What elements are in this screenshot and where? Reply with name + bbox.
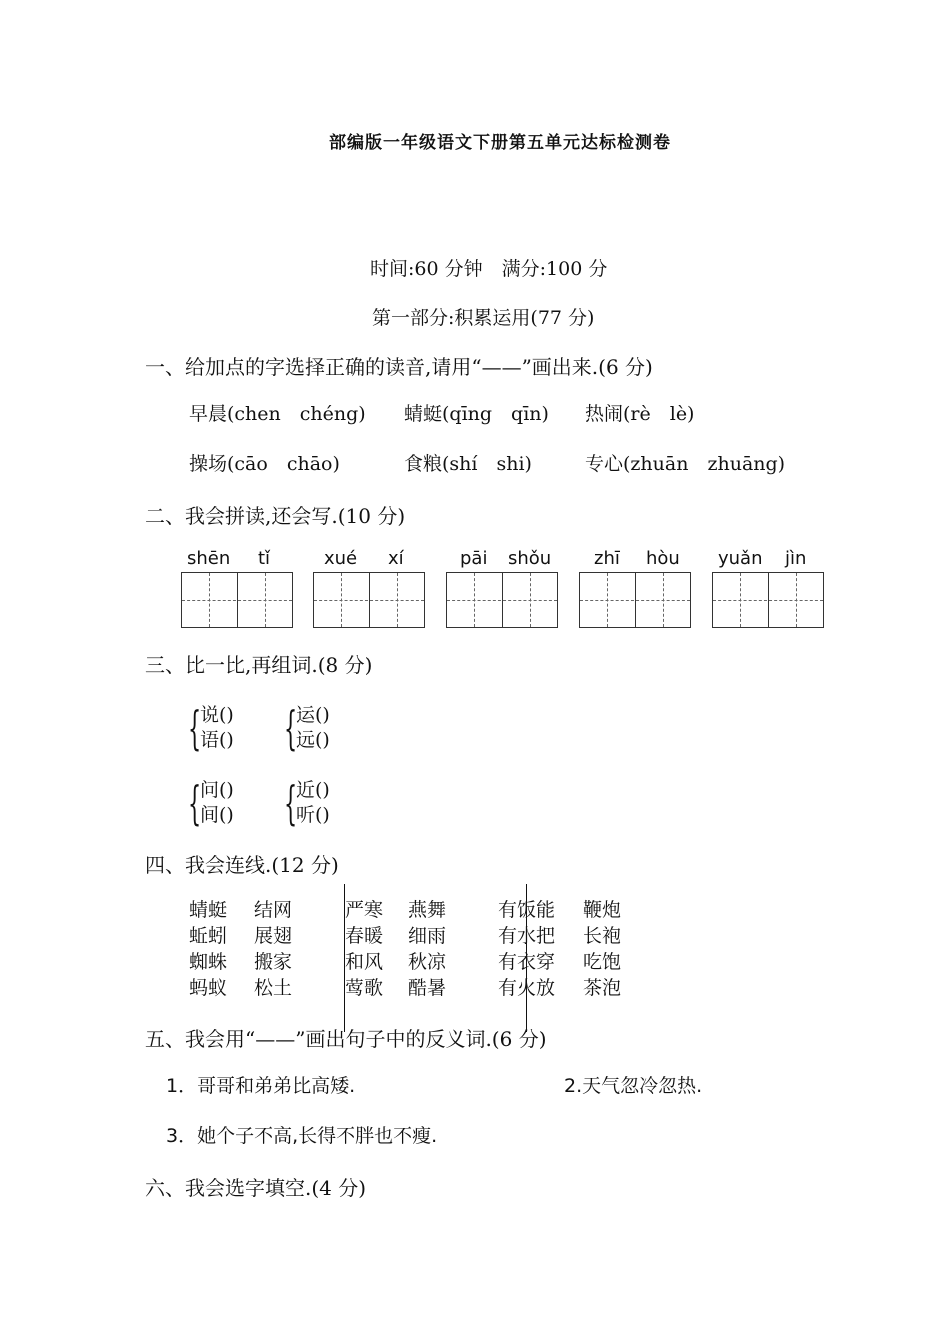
q1-item: 专心(zhuān zhuāng) [585,453,786,475]
q1-heading: 一、给加点的字选择正确的读音,请用“——”画出来.(6 分) [145,355,653,379]
pinyin: xué [324,548,358,569]
word-blank[interactable]: 远() [296,729,330,751]
match-item[interactable]: 燕舞 [408,899,447,921]
word-blank[interactable]: 间() [200,804,234,826]
word-blank[interactable]: 说() [200,704,234,726]
writing-grid[interactable] [712,572,824,628]
q1-item: 蜻蜓(qīng qīn) [404,403,549,425]
writing-grid[interactable] [313,572,425,628]
match-item[interactable]: 莺歌 [345,977,384,999]
match-item[interactable]: 蜘蛛 [189,951,228,973]
match-item[interactable]: 春暖 [345,925,384,947]
q1-item: 操场(cāo chāo) [189,453,340,475]
match-item[interactable]: 和风 [345,951,384,973]
q1-item: 早晨(chen chéng) [189,403,366,425]
match-item[interactable]: 有火放 [498,977,556,999]
q4-heading: 四、我会连线.(12 分) [145,853,339,877]
match-item[interactable]: 蚯蚓 [189,925,228,947]
word-pair [188,703,258,755]
pinyin: jìn [785,548,807,569]
pinyin: shēn [187,548,231,569]
pinyin: tǐ [258,548,271,569]
match-item[interactable]: 有水把 [498,925,556,947]
match-item[interactable]: 有衣穿 [498,951,556,973]
q6-heading: 六、我会选字填空.(4 分) [145,1176,367,1200]
match-item[interactable]: 蚂蚁 [189,977,228,999]
match-column [254,897,292,1001]
match-item[interactable]: 鞭炮 [583,899,622,921]
q3-heading: 三、比一比,再组词.(8 分) [145,653,373,677]
word-blank[interactable]: 近() [296,779,330,801]
match-column [345,897,383,1001]
word-pair [284,778,354,830]
writing-grid[interactable] [181,572,293,628]
match-column [583,897,621,1001]
q5-sentence: 1．哥哥和弟弟比高矮. [166,1075,356,1097]
word-blank[interactable]: 语() [200,729,234,751]
word-pair [188,778,258,830]
pinyin: yuǎn [718,548,763,569]
pinyin: shǒu [508,548,552,569]
match-item[interactable]: 搬家 [254,951,293,973]
match-column [498,897,555,1001]
pinyin: pāi [460,548,488,569]
match-item[interactable]: 长袍 [583,925,622,947]
match-item[interactable]: 细雨 [408,925,447,947]
brace-icon: { [284,776,298,830]
match-item[interactable]: 严寒 [345,899,384,921]
match-item[interactable]: 茶泡 [583,977,622,999]
match-item[interactable]: 秋凉 [408,951,447,973]
q5-sentence: 3．她个子不高,长得不胖也不瘦. [166,1125,438,1147]
match-column [408,897,446,1001]
pinyin: zhī [594,548,620,569]
brace-icon: { [284,701,298,755]
writing-grid[interactable] [579,572,691,628]
match-item[interactable]: 结网 [254,899,293,921]
match-item[interactable]: 松土 [254,977,293,999]
match-item[interactable]: 展翅 [254,925,293,947]
match-item[interactable]: 有饭能 [498,899,556,921]
q2-heading: 二、我会拼读,还会写.(10 分) [145,504,406,528]
exam-info: 时间:60 分钟 满分:100 分 [370,258,608,280]
pinyin: xí [388,548,404,569]
writing-grid[interactable] [446,572,558,628]
match-item[interactable]: 酷暑 [408,977,447,999]
word-blank[interactable]: 运() [296,704,330,726]
match-item[interactable]: 蜻蜓 [189,899,228,921]
pinyin: hòu [646,548,680,569]
brace-icon: { [188,776,202,830]
q5-heading: 五、我会用“——”画出句子中的反义词.(6 分) [145,1027,547,1051]
match-column [189,897,227,1001]
match-item[interactable]: 吃饱 [583,951,622,973]
q5-sentence: 2.天气忽冷忽热. [564,1075,703,1097]
q1-item: 食粮(shí shi) [404,453,532,475]
q1-item: 热闹(rè lè) [585,403,695,425]
part1-heading: 第一部分:积累运用(77 分) [372,307,595,329]
word-blank[interactable]: 问() [200,779,234,801]
brace-icon: { [188,701,202,755]
word-pair [284,703,354,755]
word-blank[interactable]: 听() [296,804,330,826]
page-title: 部编版一年级语文下册第五单元达标检测卷 [329,133,671,153]
